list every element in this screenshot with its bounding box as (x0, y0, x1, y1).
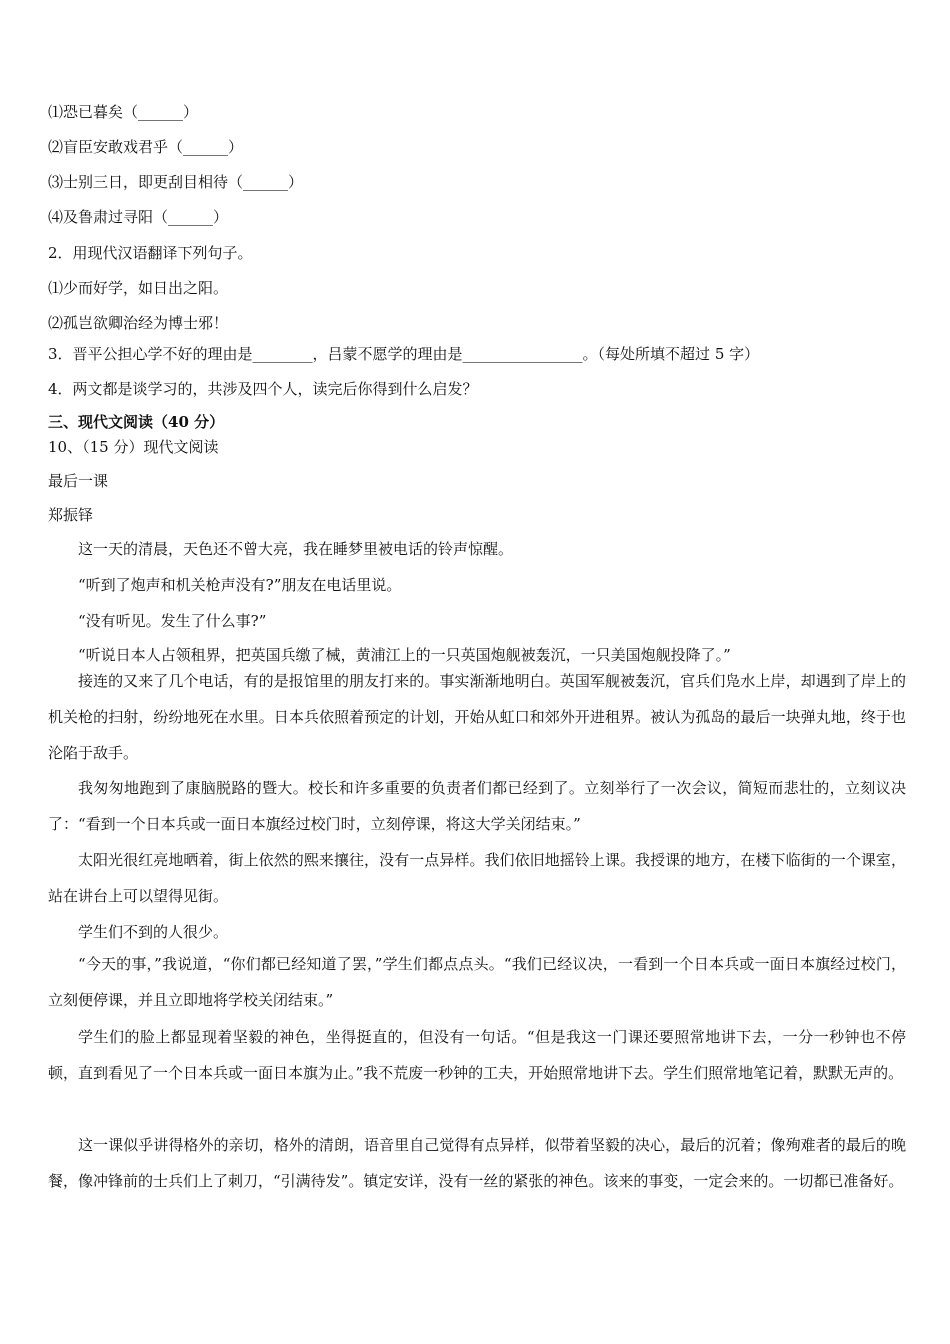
section-title: 三、现代文阅读（40 分） (48, 413, 225, 431)
question-2: 2．用现代汉语翻译下列句子。 (48, 244, 253, 262)
article-author: 郑振铎 (48, 506, 94, 524)
article-paragraph: 太阳光很红亮地晒着，街上依然的熙来攘往，没有一点异样。我们依旧地摇铃上课。我授课的地方，在楼下临街的一个课室，站在讲台上可以望得见街。 (48, 851, 906, 905)
question-1-item-2: ⑵盲臣安敢戏君乎（______） (48, 138, 244, 156)
question-2-item-1: ⑴少而好学，如日出之阳。 (48, 279, 229, 297)
question-1-item-4: ⑷及鲁肃过寻阳（______） (48, 208, 229, 226)
article-paragraph: 学生们的脸上都显现着坚毅的神色，坐得挺直的，但没有一句话。“但是我这一门课还要照常地讲下去，一分一秒钟也不停顿，直到看见了一个日本兵或一面日本旗为止。”我不荒废一秒钟的工夫，开始照常地讲下去。学生们照常地笔记着，默默无声的。 (48, 1028, 906, 1082)
article-paragraph: 学生们不到的人很少。 (78, 923, 229, 941)
article-paragraph: 这一课似乎讲得格外的亲切，格外的清朗，语音里自己觉得有点异样，似带着坚毅的决心，最后的沉着；像殉难者的最后的晚餐，像冲锋前的士兵们上了刺刀，“引满待发”。镇定安详，没有一丝的紧张的神色。该来的事变，一定会来的。一切都已准备好。 (48, 1136, 906, 1190)
question-1-item-3: ⑶士别三日，即更刮目相待（______） (48, 173, 304, 191)
article-paragraph: “没有听见。发生了什么事?” (78, 612, 267, 630)
article-title: 最后一课 (48, 472, 109, 490)
article-paragraph: “听说日本人占领租界，把英国兵缴了械，黄浦江上的一只英国炮舰被轰沉，一只美国炮舰投降了。” (78, 646, 731, 664)
question-1-item-1: ⑴恐已暮矣（______） (48, 103, 199, 121)
article-paragraph: “今天的事，”我说道，“你们都已经知道了罢，”学生们都点点头。“我们已经议决，一看到一个日本兵或一面日本旗经过校门，立刻便停课，并且立即地将学校关闭结束。” (48, 955, 906, 1009)
article-paragraph: 接连的又来了几个电话，有的是报馆里的朋友打来的。事实渐渐地明白。英国军舰被轰沉，官兵们凫水上岸，却遇到了岸上的机关枪的扫射，纷纷地死在水里。日本兵依照着预定的计划，开始从虹口和郊外开进租界。被认为孤岛的最后一块弹丸地，终于也沦陷于敌手。 (48, 672, 906, 762)
question-10-title: 10、（15 分）现代文阅读 (48, 438, 219, 456)
article-paragraph: 我匆匆地跑到了康脑脱路的暨大。校长和许多重要的负责者们都已经到了。立刻举行了一次会议，简短而悲壮的，立刻议决了：“看到一个日本兵或一面日本旗经过校门时，立刻停课，将这大学关闭结束。” (48, 779, 906, 833)
question-2-item-2: ⑵孤岂欲卿治经为博士邪！ (48, 314, 229, 332)
article-paragraph: 这一天的清晨，天色还不曾大亮，我在睡梦里被电话的铃声惊醒。 (78, 540, 514, 558)
article-paragraph: “听到了炮声和机关枪声没有?”朋友在电话里说。 (78, 576, 402, 594)
question-4: 4．两文都是谈学习的，共涉及四个人，读完后你得到什么启发？ (48, 380, 478, 398)
question-3: 3．晋平公担心学不好的理由是________，吕蒙不愿学的理由是________________。（每处所填不超过 5 字） (48, 345, 760, 363)
